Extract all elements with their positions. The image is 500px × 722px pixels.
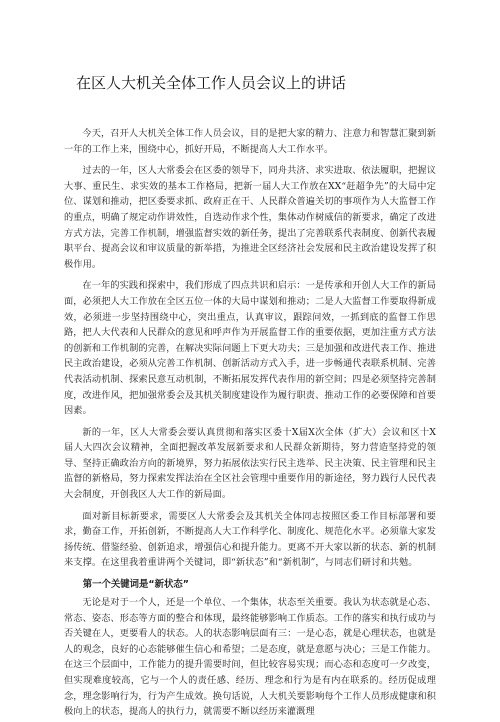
document-body [64,126,436,722]
paragraph-insights: 在一年的实践和探索中，我们形成了四点共识和启示：一是传承和开创人大工作的新局面，必须把人大工作放在全区五位一体的大局中谋划和推动；二是人大监督工作要取得新成效，必须进一步坚持围绕中心，突出重点，认真审议，跟踪问效，一抓到底的监督工作思路，把人大代表和人民群众的意见和呼声作为开展监督工作的重要依据，更加注重方式方法的创新和工作机制的完善，在解决实际问题上下更大功夫；三是加强和改进代表工作、推进民主政治建设，必须从完善工作机制、创新活动方式入手，进一步畅通代表联系机制、完善代表活动机制、探索民意互动机制，不断拓展发挥代表作用的新空间；四是必须坚持完善制度，改进作风，把加强常委会及其机关制度建设作为履行职责、推动工作的必要保障和首要因素。 [64,280,436,417]
page-title: 在区人大机关全体工作人员会议上的讲话 [76,74,347,92]
paragraph-review: 过去的一年，区人大常委会在区委的领导下，同舟共济、求实进取、依法履职，把握议大事、重民生、求实效的基本工作格局，把新一届人大工作放在XX“赶超争先”的大局中定位、谋划和推动，把区委要求抓、政府正在干、人民群众普遍关切的事项作为人大监督工作的重点，明确了规定动作讲效性，自选动作求个性，集体动作树威信的新要求，确定了改进方式方法，完善工作机制，增强监督实效的新任务，提出了完善联系代表制度、创新代表履职平台、提高会议和审议质量的新举措，为推进全区经济社会发展和民主政治建设发挥了积极作用。 [64,165,436,270]
paragraph-state: 无论是对于一个人，还是一个单位、一个集体，状态至关重要。我认为状态就是心态、常态、姿态、形态等方面的整合和体现，最终能够影响工作质态。工作的落实和执行成功与否关键在人，更要看人的状态。人的状态影响层面有三：一是心态，就是心理状态，也就是人的观念，良好的心态能够催生信心和希望；二是态度，就是意愿与决心；三是工作能力。在这三个层面中，工作能力的提升需要时间，但比较容易实现；而心态和态度可一夕改变，但实现难度较高，它与一个人的责任感、经历、理念和行为是有内在联系的。经历促成理念，理念影响行为，行为产生成效。换句话说，人大机关要影响每个工作人员形成健康和积极向上的状态，提高人的执行力，就需要不断以经历来灌溉理 [64,597,436,718]
paragraph-goals: 面对新目标新要求，需要区人大常委会及其机关全体同志按照区委工作目标部署和要求，勤奋工作，开拓创新，不断提高人大工作科学化、制度化、规范化水平。必须靠大家发扬传统、借鉴经验、创新追求，增强信心和提升能力。更离不开大家以新的状态、新的机制来支撑。在这里我着重讲两个关键词，即“新状态”和“新机制”，与同志们研讨和共勉。 [64,510,436,569]
paragraph-new-year: 新的一年，区人大常委会要认真贯彻和落实区委十X届X次全体（扩大）会议和区十X届人大四次会议精神，全面把握改革发展新要求和人民群众新期待，努力营造坚持党的领导、坚持正确政治方向的新境界，努力拓展依法实行民主选举、民主决策、民主管理和民主监督的新格局，努力探索发挥法治在全区社会管理中重要作用的新途径，努力践行人民代表大会制度，开创我区人大工作的新局面。 [64,426,436,501]
paragraph-intro: 今天，召开人大机关全体工作人员会议，目的是把大家的精力、注意力和智慧汇聚到新一年的工作上来，围绕中心，抓好开局，不断提高人大工作水平。 [64,128,436,155]
section-heading: 第一个关键词是“新状态” [82,579,189,591]
